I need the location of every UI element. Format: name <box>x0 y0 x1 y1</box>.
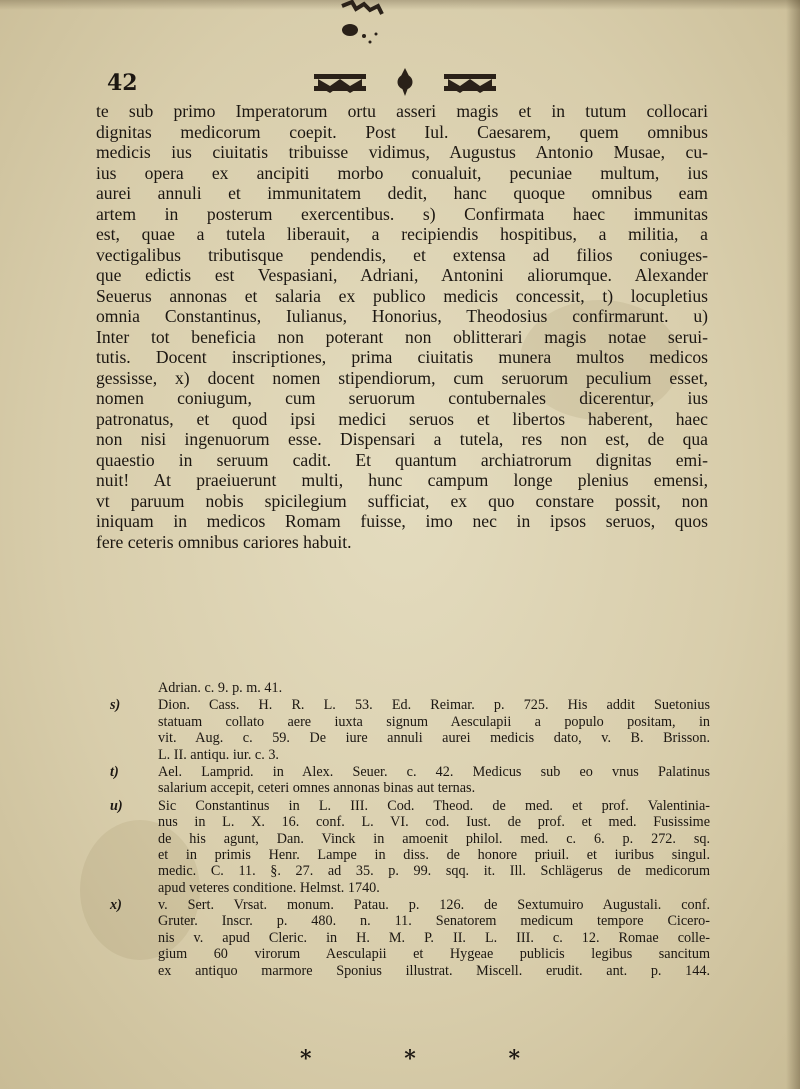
text-line: aurei annuli et immunitatem dedit, hanc quoque omnibus eam <box>96 183 708 203</box>
footer-ornament <box>300 1046 520 1072</box>
footnote-line: Adrian. c. 9. p. m. 41. <box>158 680 283 696</box>
footnote-t <box>110 764 710 797</box>
footnote-line: nus in L. X. 16. conf. L. VI. cod. Iust. de prof. et med. Fusissime <box>158 814 710 831</box>
footnote-line: vit. Aug. c. 59. De iure annuli aurei medicis dato, v. B. Brisson. <box>158 730 710 747</box>
text-line: artem in posterum exercentibus. s) Confirmata haec immunitas <box>96 203 708 224</box>
footnote-s <box>110 697 710 763</box>
text-line: patronatus, et quod ipsi medici seruos et libertos haberent, haec <box>96 408 708 429</box>
footnote-line: statuam collato aere iuxta signum Aesculapii a populo positam, in <box>158 713 710 730</box>
main-text <box>96 101 708 552</box>
text-line: vectigalibus tributisque pendendis, et extensa ad filios coniuges- <box>96 244 708 265</box>
text-line: dignitas medicorum coepit. Post Iul. Caesarem, quem omnibus <box>96 121 708 142</box>
text-line: Inter tot beneficia non poterant non oblitterari magis notae serui- <box>96 326 708 347</box>
page-top-shadow <box>0 0 800 10</box>
footnote-line: gium 60 virorum Aesculapii et Hygeae publicis legibus sancitum <box>158 946 710 963</box>
text-line: iniquam in medicos Romam fuisse, imo nec in ipsos seruos, quos <box>96 511 708 531</box>
printer-ornament-top <box>330 0 400 48</box>
footnote-line: Ael. Lamprid. in Alex. Seuer. c. 42. Medicus sub eo vnus Palatinus <box>158 763 710 780</box>
text-line: gessisse, x) docent nomen stipendiorum, cum seruorum peculium esset, <box>96 367 708 388</box>
page-edge-shadow <box>786 0 800 1089</box>
footnote-line: et in primis Henr. Lampe in diss. de honore priuil. et iuribus singul. <box>158 846 710 863</box>
footnote-line: de his agunt, Dan. Vinck in amoenit philol. med. c. 6. p. 272. sq. <box>158 830 710 847</box>
page-number: 42 <box>107 70 138 96</box>
footnote-line: salarium accepit, ceteri omnes annonas binas aut ternas. <box>158 780 476 797</box>
text-line: tutis. Docent inscriptiones, prima ciuitatis munera multos medicos <box>96 347 708 367</box>
star-ornament: * <box>508 1046 520 1072</box>
text-line: que edictis est Vespasiani, Adriani, Antonini aliorumque. Alexander <box>96 265 708 285</box>
star-ornament: * <box>300 1046 312 1072</box>
footnote-line: v. Sert. Vrsat. monum. Patau. p. 126. de Sextumuiro Augustali. conf. <box>158 897 710 914</box>
text-line: quaestio in seruum cadit. Et quantum archiatrorum dignitas emi- <box>96 449 708 470</box>
footnote-line: medic. C. 11. §. 27. ad 35. p. 99. sqq. it. Ill. Schlägerus de medicorum <box>158 863 710 880</box>
footnote-line: Dion. Cass. H. R. L. 53. Ed. Reimar. p. 725. His addit Suetonius <box>158 697 710 714</box>
text-line: te sub primo Imperatorum ortu asseri magis et in tutum collocari <box>96 101 708 121</box>
footnote-marker: t) <box>110 763 119 780</box>
footnote-marker: u) <box>110 797 123 814</box>
footnote-line: ex antiquo marmore Sponius illustrat. Miscell. erudit. ant. p. 144. <box>158 962 710 979</box>
text-line: nomen coniugum, cum seruorum contubernales dicerentur, ius <box>96 388 708 408</box>
text-line: Seuerus annonas et salaria ex publico medicis concessit, t) locupletius <box>96 285 708 306</box>
footnote-marker: s) <box>110 697 121 714</box>
star-ornament: * <box>404 1046 416 1072</box>
footnote-u <box>110 798 710 896</box>
text-line: nuit! At praeiuerunt multi, hunc campum longe plenius emensi, <box>96 470 708 490</box>
text-line: non nisi ingenuorum esse. Dispensari a tutela, res non est, de qua <box>96 429 708 449</box>
footnote-marker: x) <box>110 897 122 914</box>
footnote-line: nis v. apud Cleric. in H. M. P. II. L. III. c. 12. Romae colle- <box>158 929 710 946</box>
text-line: medicis ius ciuitatis tribuisse vidimus, Augustus Antonio Musae, cu- <box>96 142 708 162</box>
text-line: vt paruum nobis spicilegium sufficiat, ex quo constare possit, non <box>96 490 708 511</box>
text-line: omnia Constantinus, Iulianus, Honorius, Theodosius confirmarunt. u) <box>96 306 708 326</box>
footnote-line: apud veteres conditione. Helmst. 1740. <box>158 879 380 896</box>
footnote-x <box>110 897 710 979</box>
text-line: est, quae a tutela liberauit, a recipiendis hospitibus, a militia, a <box>96 224 708 244</box>
footnote-continuation <box>110 680 710 696</box>
text-line: ius opera ex ancipiti morbo conualuit, pecuniae multum, ius <box>96 162 708 183</box>
headpiece-ornament <box>310 66 500 100</box>
footnotes <box>110 680 710 980</box>
footnote-line: Sic Constantinus in L. III. Cod. Theod. de med. et prof. Valentinia- <box>158 797 710 814</box>
text-line: fere ceteris omnibus cariores habuit. <box>96 531 352 552</box>
footnote-line: L. II. antiqu. iur. c. 3. <box>158 746 279 763</box>
footnote-line: Gruter. Inscr. p. 480. n. 11. Senatorem medicum tempore Cicero- <box>158 913 710 930</box>
